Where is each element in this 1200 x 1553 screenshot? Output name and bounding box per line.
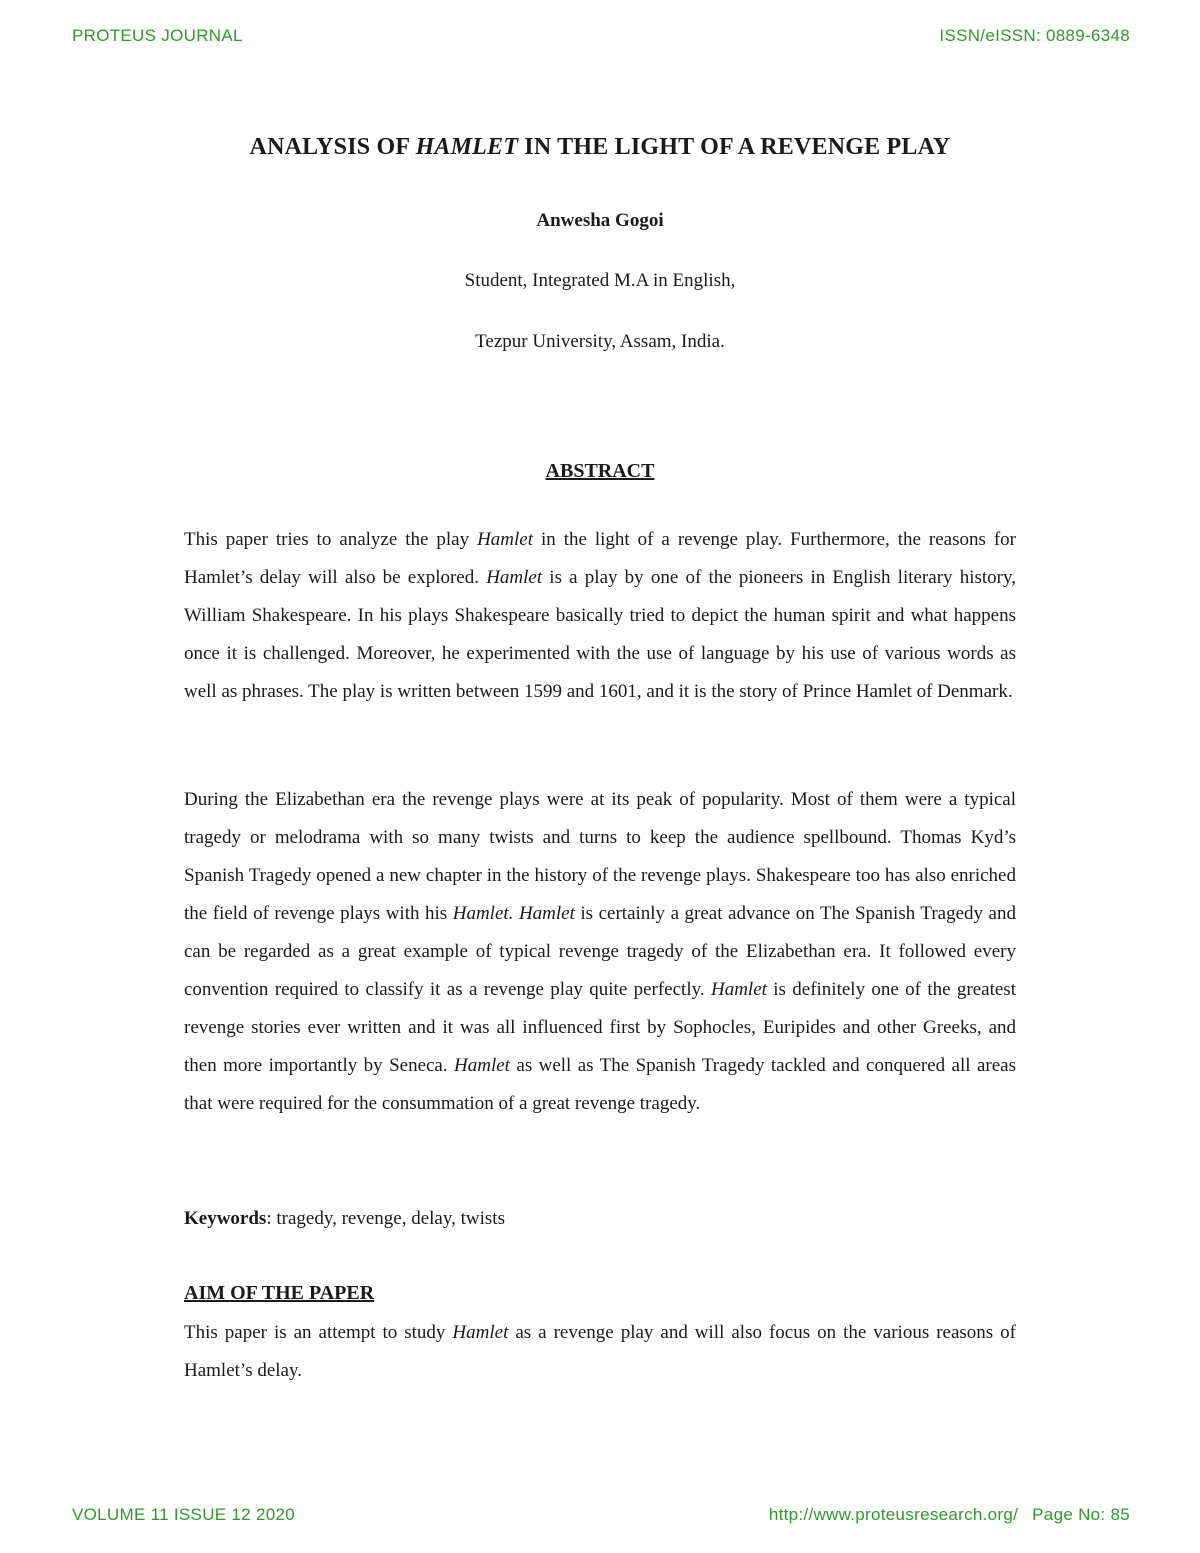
text-run: as a revenge play and will also focus on the various reasons of Hamlet’s delay. [184, 1322, 1016, 1381]
text-run: This paper is an attempt to study [184, 1322, 453, 1343]
journal-url-link[interactable]: http://www.proteusresearch.org/ [768, 1505, 1019, 1524]
page-number: Page No: 85 [1032, 1505, 1130, 1524]
text-run: in the light of a revenge play. Furthermore, the reasons for Hamlet’s delay will also be explored. [184, 529, 1017, 588]
author-affiliation-line-2: Tezpur University, Assam, India. [475, 331, 725, 352]
text-run: is certainly a great advance on The Spanish Tragedy and can be regarded as a great example of typical revenge tragedy of the Elizabethan era. It followed every convention required to classify it as a revenge play quite perfectly. [184, 903, 1016, 1000]
abstract-heading: ABSTRACT [545, 460, 655, 482]
aim-heading: AIM OF THE PAPER [184, 1282, 375, 1304]
text-run: is definitely one of the greatest revenge stories ever written and it was all influenced first by Sophocles, Euripides and other Greeks, and then more importantly by Seneca. [184, 979, 1016, 1076]
issn-label: ISSN/eISSN: 0889-6348 [939, 26, 1130, 45]
italic-run: Hamlet [454, 1055, 510, 1076]
abstract-paragraph-1 [184, 521, 1016, 711]
aim-paragraph [184, 1314, 1016, 1390]
text-run: This paper tries to analyze the play [184, 529, 478, 550]
paper-title [0, 134, 1200, 161]
italic-run: Hamlet [710, 979, 767, 1000]
author-name: Anwesha Gogoi [536, 210, 664, 231]
keywords-line [184, 1200, 1016, 1238]
title-part-1: ANALYSIS OF [249, 134, 416, 160]
volume-issue: VOLUME 11 ISSUE 12 2020 [72, 1505, 295, 1524]
text-run: as well as The Spanish Tragedy tackled and conquered all areas that were required for the consummation of a great revenge tragedy. [184, 1055, 1016, 1114]
italic-run: Hamlet [452, 1322, 509, 1343]
keywords-text: : tragedy, revenge, delay, twists [266, 1208, 505, 1229]
title-part-2: IN THE LIGHT OF A REVENGE PLAY [518, 134, 951, 160]
author-affiliation-line-1: Student, Integrated M.A in English, [464, 270, 736, 291]
abstract-paragraph-2 [184, 781, 1016, 1123]
keywords-label: Keywords [184, 1208, 267, 1229]
italic-run: Hamlet [486, 567, 543, 588]
footer-right [769, 1505, 1130, 1525]
text-run: During the Elizabethan era the revenge plays were at its peak of popularity. Most of them were a typical tragedy or melodrama with so many twists and turns to keep the audience spellbound. Thomas Kyd’s Spanish Tragedy opened a new chapter in the history of the revenge plays. Shakespeare too has also enriched the field of revenge plays with his [184, 789, 1016, 924]
title-italic: HAMLET [415, 134, 519, 160]
italic-run: Hamlet [477, 529, 534, 550]
journal-name: PROTEUS JOURNAL [72, 26, 243, 45]
italic-run: Hamlet. [452, 903, 514, 924]
text-run: is a play by one of the pioneers in English literary history, William Shakespeare. In his plays Shakespeare basically tried to depict the human spirit and what happens once it is challenged. Moreover, he experimented with the use of language by his use of various words as well as phrases. The play is written between 1599 and 1601, and it is the story of Prince Hamlet of Denmark. [184, 567, 1016, 702]
italic-run: Hamlet [518, 903, 575, 924]
